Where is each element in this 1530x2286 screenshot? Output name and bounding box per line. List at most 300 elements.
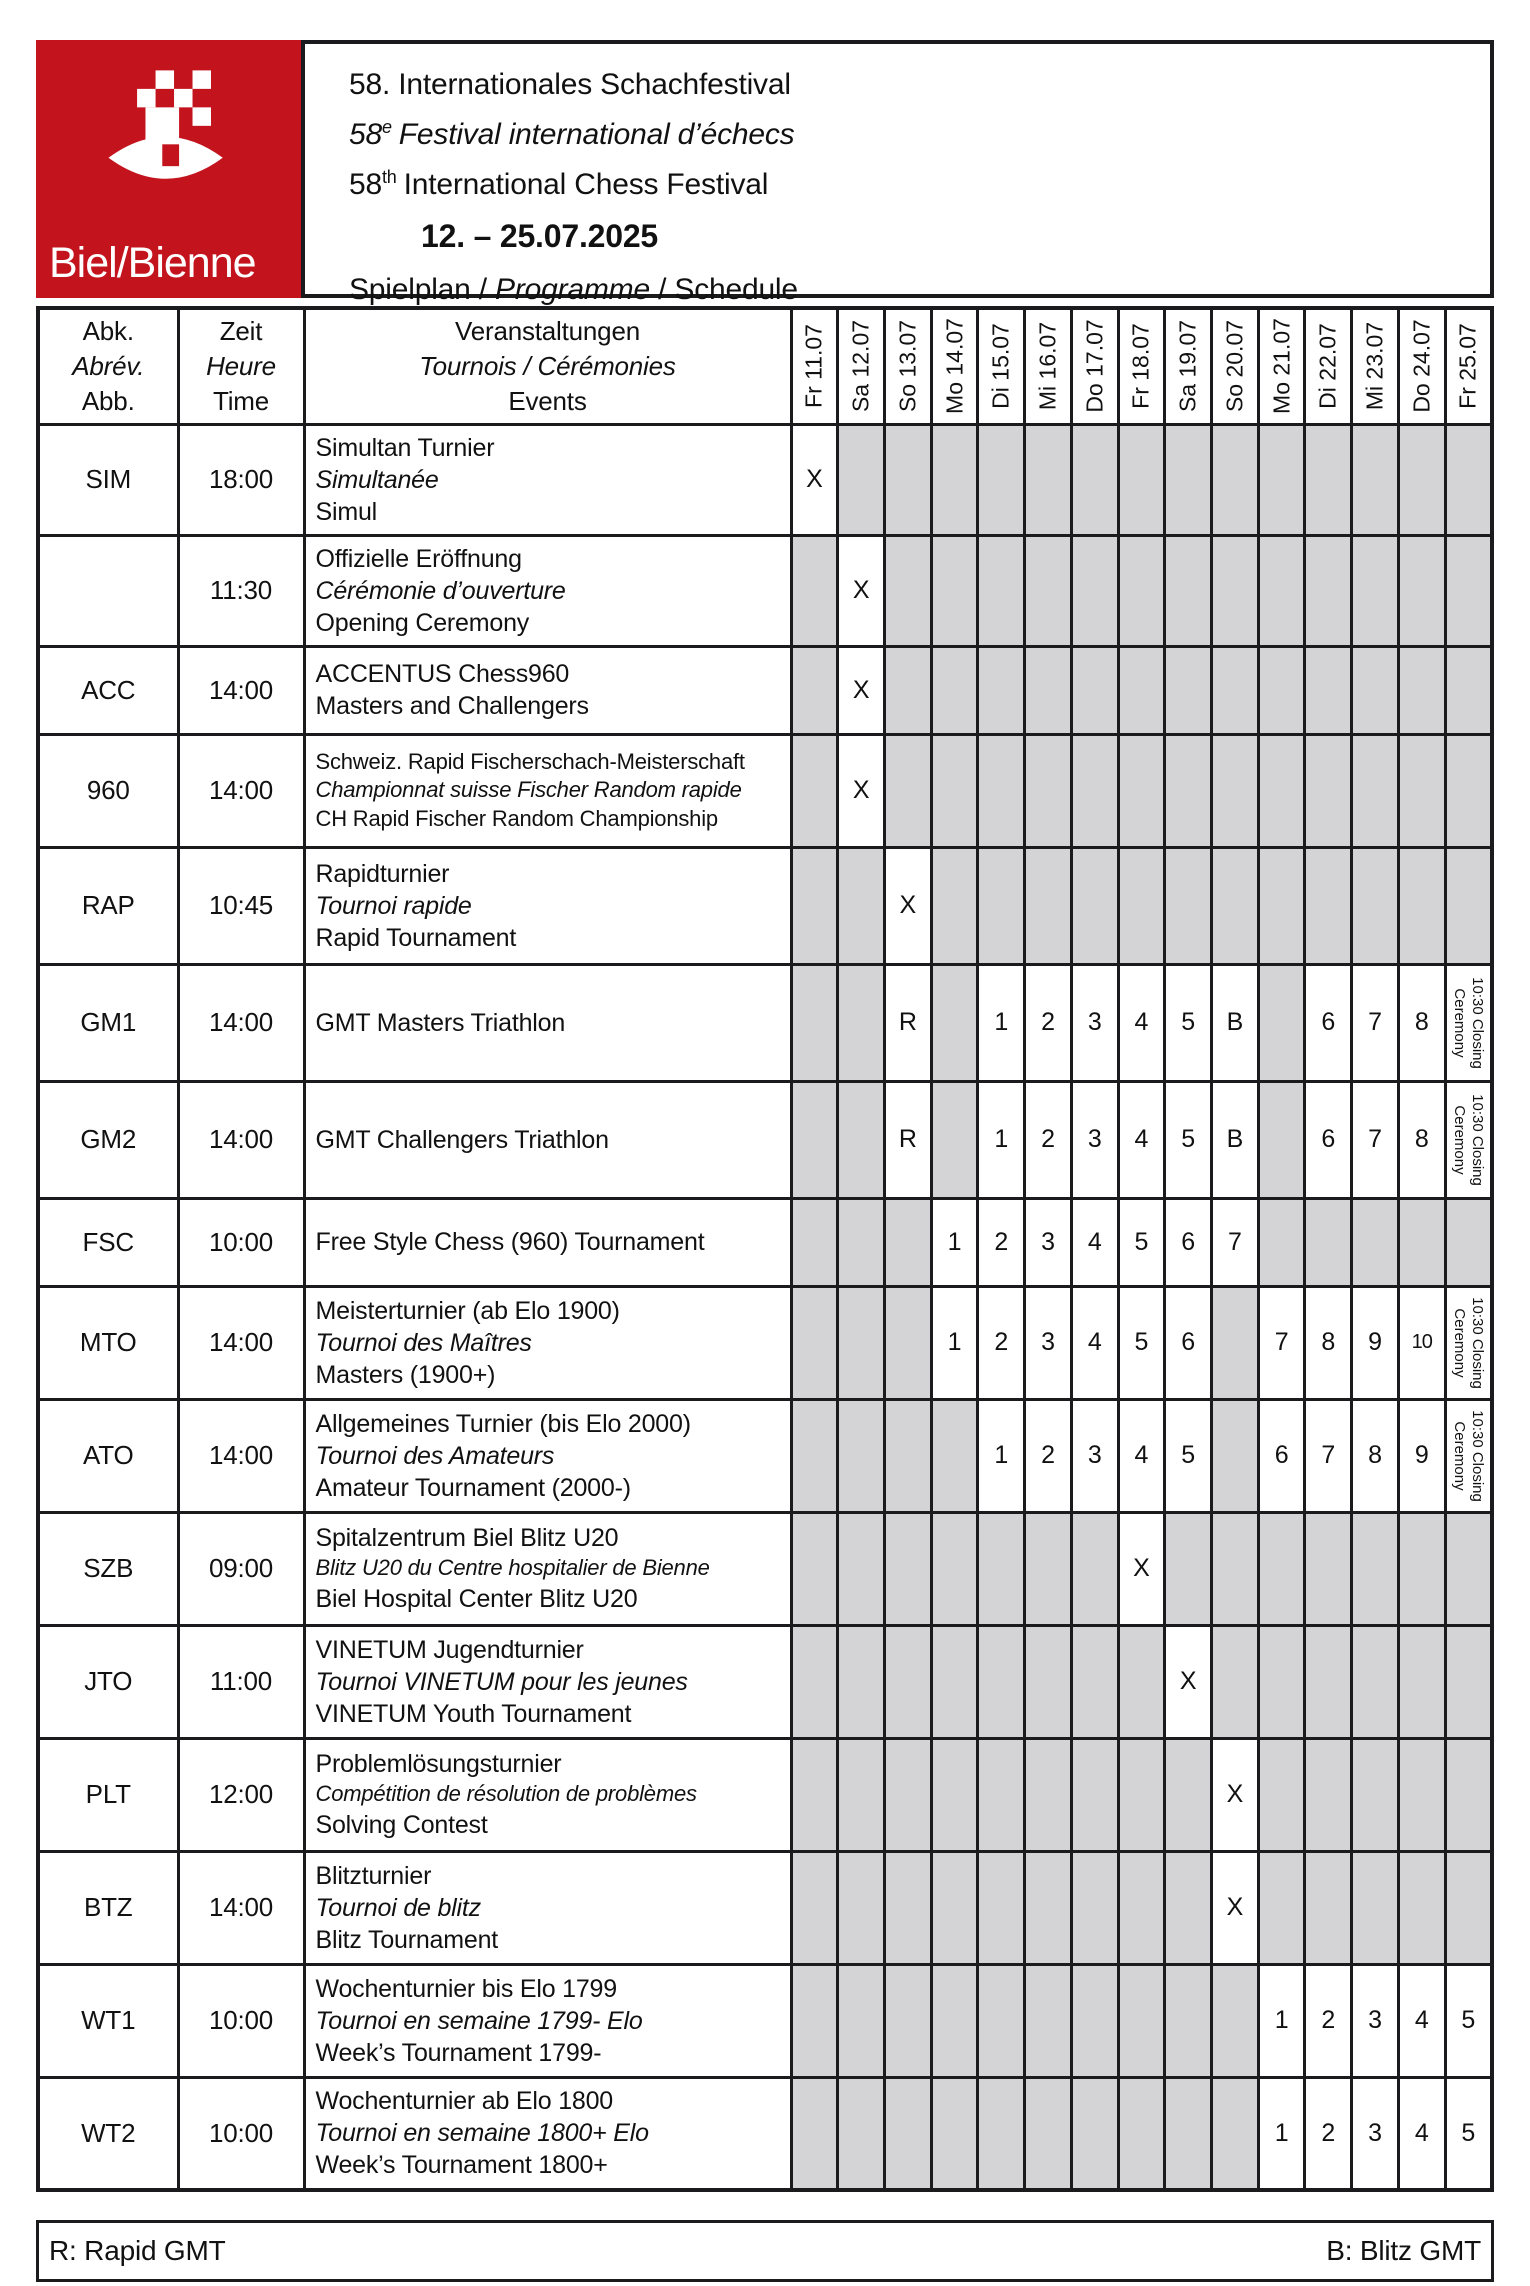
- event-time: 10:00: [178, 1964, 304, 2077]
- schedule-row: [38, 1851, 1492, 1964]
- event-name-line: Spitalzentrum Biel Blitz U20: [315, 1524, 619, 1553]
- schedule-empty-cell: [838, 1081, 885, 1198]
- schedule-empty-cell: [838, 2077, 885, 2190]
- schedule-empty-cell: [838, 1286, 885, 1399]
- schedule-row: [38, 1625, 1492, 1738]
- event-time: 14:00: [178, 1081, 304, 1198]
- date-column-header: Mi 23.07: [1352, 308, 1399, 424]
- schedule-empty-cell: [1352, 535, 1399, 646]
- schedule-empty-cell: [1258, 646, 1305, 734]
- schedule-empty-cell: [1445, 734, 1492, 847]
- event-names: [304, 1399, 791, 1512]
- schedule-mark-cell: 7: [1258, 1286, 1305, 1399]
- schedule-empty-cell: [1025, 1964, 1072, 2077]
- event-abbr: PLT: [38, 1738, 178, 1851]
- schedule-empty-cell: [931, 734, 978, 847]
- schedule-mark-cell: 1: [978, 1081, 1025, 1198]
- event-abbr: ATO: [38, 1399, 178, 1512]
- schedule-empty-cell: [1071, 1851, 1118, 1964]
- schedule-empty-cell: [1398, 424, 1445, 535]
- date-column-header: So 20.07: [1211, 308, 1258, 424]
- event-abbr: WT1: [38, 1964, 178, 2077]
- schedule-empty-cell: [1445, 1738, 1492, 1851]
- schedule-empty-cell: [1305, 535, 1352, 646]
- schedule-empty-cell: [1258, 847, 1305, 964]
- schedule-empty-cell: [1352, 1512, 1399, 1625]
- abbr-column-header: Abk. Abrév. Abb.: [38, 308, 178, 424]
- schedule-empty-cell: [931, 646, 978, 734]
- column-header-row: [38, 308, 1492, 424]
- schedule-empty-cell: [1165, 424, 1212, 535]
- schedule-mark-cell: 5: [1445, 1964, 1492, 2077]
- schedule-mark-cell: 2: [1025, 1081, 1072, 1198]
- schedule-empty-cell: [1258, 424, 1305, 535]
- schedule-empty-cell: [1398, 734, 1445, 847]
- event-names: [304, 646, 791, 734]
- schedule-empty-cell: [931, 1625, 978, 1738]
- schedule-empty-cell: [1305, 1512, 1352, 1625]
- schedule-empty-cell: [1398, 535, 1445, 646]
- date-column-header: Mo 21.07: [1258, 308, 1305, 424]
- schedule-empty-cell: [791, 646, 838, 734]
- event-time: 10:00: [178, 2077, 304, 2190]
- event-time: 10:00: [178, 1198, 304, 1286]
- schedule-empty-cell: [978, 424, 1025, 535]
- schedule-mark-cell: 5: [1118, 1198, 1165, 1286]
- schedule-empty-cell: [978, 847, 1025, 964]
- schedule-empty-cell: [838, 1625, 885, 1738]
- schedule-mark-cell: 8: [1398, 1081, 1445, 1198]
- schedule-empty-cell: [1398, 1198, 1445, 1286]
- schedule-mark-cell: X: [1211, 1738, 1258, 1851]
- schedule-row: [38, 1081, 1492, 1198]
- schedule-mark-cell: B: [1211, 1081, 1258, 1198]
- schedule-mark-cell: X: [838, 734, 885, 847]
- schedule-empty-cell: [1071, 734, 1118, 847]
- date-column-header: Do 24.07: [1398, 308, 1445, 424]
- schedule-empty-cell: [1305, 1625, 1352, 1738]
- schedule-mark-cell: 1: [978, 964, 1025, 1081]
- schedule-empty-cell: [1211, 535, 1258, 646]
- event-name-line: CH Rapid Fischer Random Championship: [315, 805, 718, 831]
- schedule-mark-cell: 8: [1398, 964, 1445, 1081]
- event-name-line: VINETUM Jugendturnier: [315, 1635, 584, 1664]
- subtitle: Spielplan / Programme / Schedule: [349, 273, 798, 306]
- event-names: [304, 1851, 791, 1964]
- schedule-row: [38, 646, 1492, 734]
- schedule-mark-cell: 2: [1305, 1964, 1352, 2077]
- schedule-empty-cell: [978, 535, 1025, 646]
- event-names: [304, 424, 791, 535]
- schedule-empty-cell: [1211, 1964, 1258, 2077]
- schedule-mark-cell: 3: [1071, 1081, 1118, 1198]
- date-column-header: Fr 11.07: [791, 308, 838, 424]
- event-name-line: Wochenturnier bis Elo 1799: [315, 1974, 617, 2003]
- schedule-empty-cell: [1165, 1964, 1212, 2077]
- legend-blitz: B: Blitz GMT: [1326, 2235, 1481, 2266]
- schedule-empty-cell: [791, 1512, 838, 1625]
- event-name-line: Masters (1900+): [315, 1360, 496, 1389]
- event-names: [304, 1738, 791, 1851]
- schedule-empty-cell: [884, 1399, 931, 1512]
- schedule-empty-cell: [1352, 646, 1399, 734]
- schedule-empty-cell: [791, 1851, 838, 1964]
- schedule-empty-cell: [978, 2077, 1025, 2190]
- schedule-empty-cell: [978, 1738, 1025, 1851]
- header: [36, 40, 1494, 306]
- schedule-empty-cell: [1071, 424, 1118, 535]
- event-name-line: Tournoi en semaine 1799- Elo: [315, 2006, 643, 2035]
- event-name-line: Wochenturnier ab Elo 1800: [315, 2087, 614, 2116]
- event-abbr: [38, 535, 178, 646]
- event-abbr: JTO: [38, 1625, 178, 1738]
- event-time: 11:00: [178, 1625, 304, 1738]
- schedule-empty-cell: [1305, 646, 1352, 734]
- event-time: 09:00: [178, 1512, 304, 1625]
- schedule-empty-cell: [1352, 1738, 1399, 1851]
- schedule-empty-cell: [1398, 1625, 1445, 1738]
- schedule-empty-cell: [1118, 1964, 1165, 2077]
- schedule-empty-cell: [1211, 1512, 1258, 1625]
- schedule-empty-cell: [791, 964, 838, 1081]
- schedule-empty-cell: [1025, 847, 1072, 964]
- schedule-row: [38, 1198, 1492, 1286]
- schedule-empty-cell: [1352, 847, 1399, 964]
- title-en: 58th International Chess Festival: [349, 167, 769, 201]
- legend-rapid: R: Rapid GMT: [49, 2235, 226, 2266]
- schedule-empty-cell: [1165, 847, 1212, 964]
- schedule-body: [38, 424, 1492, 2190]
- schedule-empty-cell: [884, 1738, 931, 1851]
- schedule-mark-cell: 4: [1071, 1286, 1118, 1399]
- event-name-line: Meisterturnier (ab Elo 1900): [315, 1296, 620, 1325]
- schedule-mark-cell: 7: [1305, 1399, 1352, 1512]
- schedule-mark-cell: X: [791, 424, 838, 535]
- schedule-empty-cell: [1025, 2077, 1072, 2190]
- schedule-empty-cell: [1211, 847, 1258, 964]
- schedule-empty-cell: [838, 1964, 885, 2077]
- event-name-line: Schweiz. Rapid Fischerschach-Meisterschaft: [315, 749, 745, 775]
- event-name-line: Masters and Challengers: [315, 692, 589, 720]
- date-column-header: Di 15.07: [978, 308, 1025, 424]
- event-names: [304, 1964, 791, 2077]
- schedule-empty-cell: [978, 1851, 1025, 1964]
- schedule-empty-cell: [1071, 535, 1118, 646]
- schedule-empty-cell: [1258, 1851, 1305, 1964]
- event-names: [304, 2077, 791, 2190]
- schedule-empty-cell: [884, 1964, 931, 2077]
- schedule-empty-cell: [931, 847, 978, 964]
- schedule-mark-cell: X: [1211, 1851, 1258, 1964]
- event-name-line: Tournoi rapide: [315, 891, 472, 920]
- schedule-empty-cell: [1165, 1851, 1212, 1964]
- schedule-empty-cell: [1165, 734, 1212, 847]
- schedule-empty-cell: [791, 1399, 838, 1512]
- schedule-empty-cell: [1025, 734, 1072, 847]
- schedule-empty-cell: [838, 424, 885, 535]
- schedule-empty-cell: [1071, 1964, 1118, 2077]
- schedule-table: [36, 306, 1494, 2192]
- event-name-line: Problemlösungsturnier: [315, 1750, 562, 1779]
- event-names: [304, 1286, 791, 1399]
- schedule-row: [38, 424, 1492, 535]
- event-name-line: Blitzturnier: [315, 1861, 432, 1890]
- schedule-empty-cell: [1398, 847, 1445, 964]
- schedule-row: [38, 964, 1492, 1081]
- schedule-empty-cell: [1071, 646, 1118, 734]
- festival-dates: 12. – 25.07.2025: [421, 218, 659, 254]
- schedule-empty-cell: [1118, 847, 1165, 964]
- closing-ceremony-cell: 10:30 Closing Ceremony: [1445, 1286, 1492, 1399]
- schedule-empty-cell: [1071, 847, 1118, 964]
- schedule-empty-cell: [884, 2077, 931, 2190]
- schedule-empty-cell: [931, 1964, 978, 2077]
- schedule-empty-cell: [1398, 1738, 1445, 1851]
- schedule-empty-cell: [1258, 734, 1305, 847]
- schedule-empty-cell: [1258, 1738, 1305, 1851]
- event-name-line: Simultan Turnier: [315, 433, 495, 462]
- schedule-mark-cell: 3: [1352, 2077, 1399, 2190]
- date-column-header: Mo 14.07: [931, 308, 978, 424]
- schedule-empty-cell: [884, 1851, 931, 1964]
- schedule-empty-cell: [1211, 2077, 1258, 2190]
- schedule-mark-cell: 7: [1211, 1198, 1258, 1286]
- schedule-empty-cell: [1025, 646, 1072, 734]
- schedule-empty-cell: [884, 1625, 931, 1738]
- schedule-empty-cell: [1025, 1625, 1072, 1738]
- event-name-line: Tournoi des Maîtres: [315, 1328, 532, 1357]
- event-abbr: GM2: [38, 1081, 178, 1198]
- schedule-mark-cell: 5: [1118, 1286, 1165, 1399]
- schedule-row: [38, 535, 1492, 646]
- event-time: 14:00: [178, 964, 304, 1081]
- event-name-line: Simul: [315, 497, 378, 526]
- schedule-mark-cell: X: [838, 646, 885, 734]
- schedule-empty-cell: [791, 1081, 838, 1198]
- schedule-empty-cell: [791, 535, 838, 646]
- date-column-header: So 13.07: [884, 308, 931, 424]
- time-column-header: Zeit Heure Time: [178, 308, 304, 424]
- event-time: 11:30: [178, 535, 304, 646]
- date-column-header: Sa 19.07: [1165, 308, 1212, 424]
- schedule-empty-cell: [1445, 1625, 1492, 1738]
- event-time: 14:00: [178, 646, 304, 734]
- schedule-empty-cell: [791, 2077, 838, 2190]
- schedule-mark-cell: 3: [1025, 1286, 1072, 1399]
- event-abbr: WT2: [38, 2077, 178, 2190]
- schedule-mark-cell: 2: [1025, 964, 1072, 1081]
- event-name-line: Week’s Tournament 1799-: [315, 2038, 602, 2067]
- schedule-empty-cell: [1071, 1738, 1118, 1851]
- schedule-mark-cell: 5: [1165, 1081, 1212, 1198]
- schedule-mark-cell: 6: [1165, 1286, 1212, 1399]
- event-name-line: Cérémonie d’ouverture: [315, 576, 566, 605]
- schedule-empty-cell: [1118, 1851, 1165, 1964]
- schedule-empty-cell: [838, 964, 885, 1081]
- schedule-empty-cell: [791, 1625, 838, 1738]
- schedule-mark-cell: 1: [1258, 1964, 1305, 2077]
- schedule-row: [38, 2077, 1492, 2190]
- event-names: [304, 1625, 791, 1738]
- event-time: 14:00: [178, 734, 304, 847]
- event-name-line: Rapid Tournament: [315, 923, 517, 952]
- schedule-empty-cell: [838, 1198, 885, 1286]
- schedule-empty-cell: [1211, 646, 1258, 734]
- schedule-mark-cell: 4: [1118, 1081, 1165, 1198]
- event-abbr: 960: [38, 734, 178, 847]
- schedule-mark-cell: 8: [1305, 1286, 1352, 1399]
- event-name-line: Tournoi en semaine 1800+ Elo: [315, 2119, 649, 2148]
- schedule-empty-cell: [791, 1286, 838, 1399]
- schedule-empty-cell: [1445, 646, 1492, 734]
- schedule-empty-cell: [1305, 424, 1352, 535]
- event-name-line: Offizielle Eröffnung: [315, 544, 522, 573]
- schedule-mark-cell: 6: [1258, 1399, 1305, 1512]
- schedule-mark-cell: 3: [1071, 964, 1118, 1081]
- schedule-empty-cell: [1211, 1625, 1258, 1738]
- schedule-empty-cell: [1445, 424, 1492, 535]
- schedule-empty-cell: [1118, 424, 1165, 535]
- schedule-empty-cell: [1258, 1081, 1305, 1198]
- schedule-empty-cell: [1025, 1851, 1072, 1964]
- event-time: 14:00: [178, 1286, 304, 1399]
- event-abbr: FSC: [38, 1198, 178, 1286]
- schedule-mark-cell: X: [1165, 1625, 1212, 1738]
- schedule-empty-cell: [884, 1198, 931, 1286]
- schedule-empty-cell: [1211, 734, 1258, 847]
- event-name-line: Championnat suisse Fischer Random rapide: [315, 777, 742, 803]
- event-abbr: ACC: [38, 646, 178, 734]
- event-name-line: Allgemeines Turnier (bis Elo 2000): [315, 1409, 691, 1438]
- schedule-empty-cell: [1118, 734, 1165, 847]
- schedule-mark-cell: 2: [978, 1286, 1025, 1399]
- schedule-empty-cell: [978, 734, 1025, 847]
- event-name-line: Blitz U20 du Centre hospitalier de Bienne: [315, 1555, 710, 1581]
- schedule-empty-cell: [1305, 1851, 1352, 1964]
- biel-bienne-logo-icon: [85, 62, 253, 230]
- event-time: 14:00: [178, 1399, 304, 1512]
- schedule-row: [38, 1738, 1492, 1851]
- schedule-empty-cell: [931, 424, 978, 535]
- schedule-empty-cell: [1211, 1286, 1258, 1399]
- schedule-empty-cell: [1258, 1512, 1305, 1625]
- schedule-mark-cell: 5: [1165, 964, 1212, 1081]
- schedule-mark-cell: B: [1211, 964, 1258, 1081]
- event-name-line: Tournoi VINETUM pour les jeunes: [315, 1667, 688, 1696]
- schedule-empty-cell: [1118, 535, 1165, 646]
- schedule-empty-cell: [791, 847, 838, 964]
- legend: [36, 2220, 1494, 2282]
- schedule-empty-cell: [931, 535, 978, 646]
- date-column-header: Fr 18.07: [1118, 308, 1165, 424]
- schedule-empty-cell: [1165, 1738, 1212, 1851]
- event-abbr: RAP: [38, 847, 178, 964]
- event-name-line: Biel Hospital Center Blitz U20: [315, 1584, 638, 1613]
- schedule-empty-cell: [931, 1738, 978, 1851]
- event-name-line: Rapidturnier: [315, 859, 450, 888]
- schedule-empty-cell: [978, 1964, 1025, 2077]
- schedule-empty-cell: [931, 1081, 978, 1198]
- schedule-row: [38, 1964, 1492, 2077]
- schedule-empty-cell: [791, 734, 838, 847]
- schedule-empty-cell: [931, 1399, 978, 1512]
- event-name-line: GMT Challengers Triathlon: [315, 1125, 609, 1154]
- schedule-empty-cell: [1025, 535, 1072, 646]
- schedule-mark-cell: X: [1118, 1512, 1165, 1625]
- schedule-empty-cell: [978, 1512, 1025, 1625]
- event-name-line: Compétition de résolution de problèmes: [315, 1781, 697, 1807]
- event-name-line: Solving Contest: [315, 1810, 488, 1839]
- schedule-empty-cell: [884, 646, 931, 734]
- event-abbr: GM1: [38, 964, 178, 1081]
- schedule-mark-cell: 2: [1025, 1399, 1072, 1512]
- schedule-empty-cell: [1211, 424, 1258, 535]
- logo: [36, 40, 301, 298]
- schedule-empty-cell: [1025, 1738, 1072, 1851]
- schedule-empty-cell: [1352, 424, 1399, 535]
- schedule-row: [38, 847, 1492, 964]
- schedule-mark-cell: 2: [1305, 2077, 1352, 2190]
- schedule-empty-cell: [931, 1512, 978, 1625]
- schedule-empty-cell: [931, 964, 978, 1081]
- schedule-empty-cell: [1398, 1851, 1445, 1964]
- schedule-mark-cell: 6: [1165, 1198, 1212, 1286]
- schedule-empty-cell: [884, 424, 931, 535]
- event-name-line: ACCENTUS Chess960: [315, 660, 570, 688]
- event-name-line: VINETUM Youth Tournament: [315, 1699, 632, 1728]
- schedule-empty-cell: [1398, 646, 1445, 734]
- schedule-mark-cell: 3: [1352, 1964, 1399, 2077]
- event-name-line: Tournoi des Amateurs: [315, 1441, 555, 1470]
- schedule-mark-cell: X: [838, 535, 885, 646]
- title-de: 58. Internationales Schachfestival: [349, 68, 791, 101]
- event-time: 12:00: [178, 1738, 304, 1851]
- event-name-line: Week’s Tournament 1800+: [315, 2151, 608, 2180]
- events-column-header: Veranstaltungen Tournois / Cérémonies Events: [304, 308, 791, 424]
- schedule-empty-cell: [791, 1738, 838, 1851]
- schedule-empty-cell: [1352, 734, 1399, 847]
- schedule-mark-cell: 8: [1352, 1399, 1399, 1512]
- schedule-empty-cell: [1258, 1198, 1305, 1286]
- schedule-empty-cell: [884, 1512, 931, 1625]
- schedule-mark-cell: 5: [1445, 2077, 1492, 2190]
- closing-ceremony-cell: 10:30 Closing Ceremony: [1445, 1399, 1492, 1512]
- event-name-line: Free Style Chess (960) Tournament: [315, 1228, 705, 1256]
- schedule-empty-cell: [1305, 734, 1352, 847]
- schedule-empty-cell: [1445, 1512, 1492, 1625]
- schedule-empty-cell: [1165, 1512, 1212, 1625]
- schedule-empty-cell: [1071, 1625, 1118, 1738]
- schedule-empty-cell: [1445, 1198, 1492, 1286]
- schedule-empty-cell: [1211, 1399, 1258, 1512]
- schedule-empty-cell: [1445, 535, 1492, 646]
- schedule-mark-cell: 5: [1165, 1399, 1212, 1512]
- event-name-line: Simultanée: [315, 465, 439, 494]
- event-abbr: SIM: [38, 424, 178, 535]
- schedule-empty-cell: [1071, 1512, 1118, 1625]
- event-time: 14:00: [178, 1851, 304, 1964]
- event-name-line: Blitz Tournament: [315, 1925, 499, 1954]
- event-names: [304, 1081, 791, 1198]
- schedule-mark-cell: R: [884, 1081, 931, 1198]
- schedule-empty-cell: [1165, 2077, 1212, 2190]
- schedule-mark-cell: X: [884, 847, 931, 964]
- schedule-mark-cell: 10: [1398, 1286, 1445, 1399]
- schedule-empty-cell: [1258, 1625, 1305, 1738]
- schedule-mark-cell: 1: [931, 1198, 978, 1286]
- schedule-empty-cell: [978, 1625, 1025, 1738]
- schedule-empty-cell: [884, 1286, 931, 1399]
